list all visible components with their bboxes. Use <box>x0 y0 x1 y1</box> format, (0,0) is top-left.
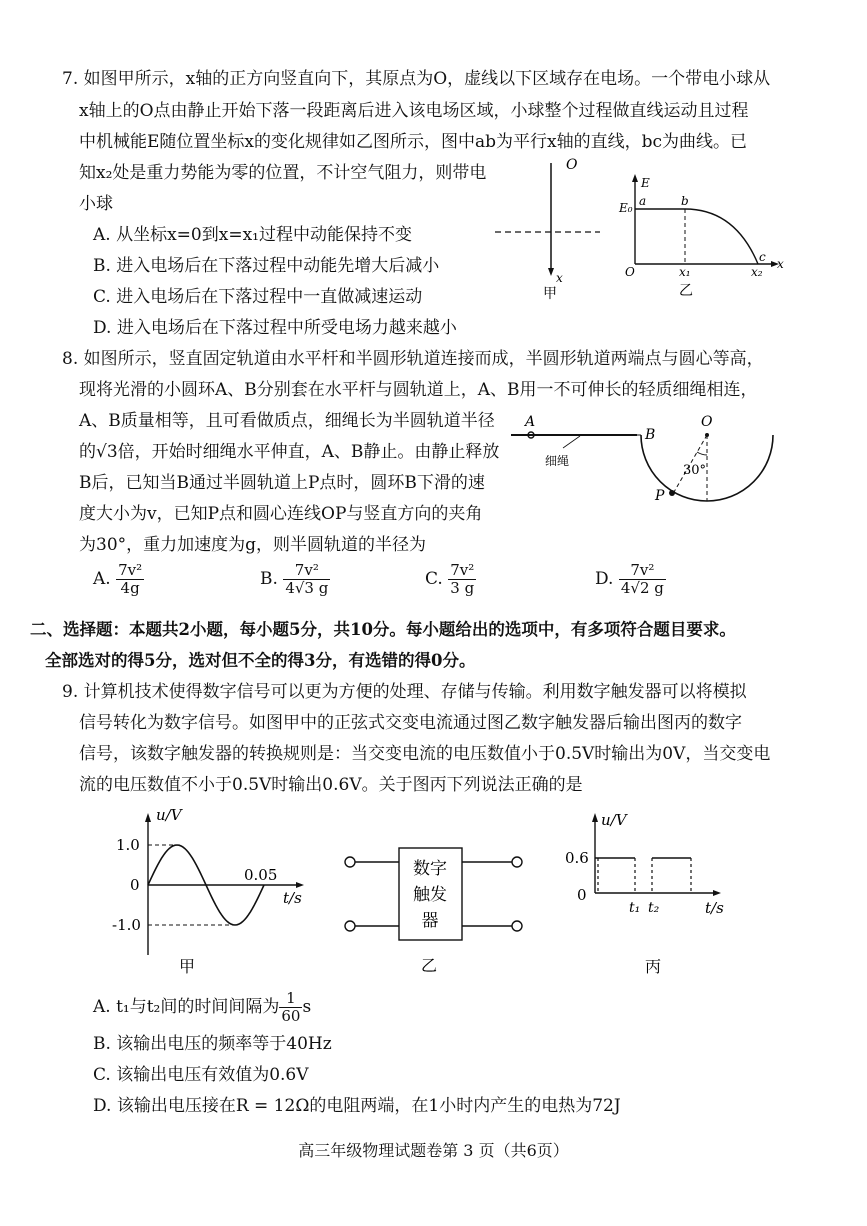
q8-line-6: 度大小为v，已知P点和圆心连线OP与竖直方向的夹角 <box>79 504 483 524</box>
q8-option-c-num: 7v² <box>450 561 475 579</box>
q7-yi-caption: 乙 <box>679 283 693 299</box>
q9-figure-jia <box>108 800 308 980</box>
q7-line-4: 知x₂处是重力势能为零的位置，不计空气阻力，则带电 <box>79 163 487 183</box>
q9-box-text-3: 器 <box>421 911 439 931</box>
q7-yi-a-label: a <box>639 194 647 208</box>
q7-yi-x1-label: x₁ <box>679 265 691 279</box>
q9-option-b: B. 该输出电压的频率等于40Hz <box>93 1034 332 1054</box>
page-footer: 高三年级物理试题卷第 3 页（共6页） <box>298 1141 569 1160</box>
q8-option-a-letter: A. <box>93 569 111 589</box>
q7-option-a: A. 从坐标x=0到x=x₁过程中动能保持不变 <box>93 225 412 245</box>
q7-yi-c-label: c <box>759 250 766 264</box>
q8-rope-label: 细绳 <box>545 454 570 468</box>
q8-option-c-den: 3 g <box>450 579 475 597</box>
q8-option-b-den: 4√3 g <box>285 579 329 597</box>
q9-jia-x-label: t/s <box>283 889 302 907</box>
q8-a-label: A <box>525 414 536 430</box>
q8-option-b-num: 7v² <box>283 562 330 580</box>
q9-option-a <box>93 990 311 1025</box>
q9-jia-caption: 甲 <box>179 957 196 976</box>
q7-figure-yi <box>615 172 785 302</box>
q9-jia-ymin: -1.0 <box>112 916 141 934</box>
q8-option-b <box>260 562 330 597</box>
q9-line-2: 信号转化为数字信号。如图甲中的正弦式交变电流通过图乙数字触发器后输出图丙的数字 <box>79 713 742 733</box>
q8-option-c <box>425 562 476 597</box>
q8-line-7: 为30°，重力加速度为g，则半圆轨道的半径为 <box>79 535 427 555</box>
q7-line-5: 小球 <box>79 194 113 214</box>
q8-line-4: 的√3倍，开始时细绳水平伸直，A、B静止。由静止释放 <box>79 442 500 462</box>
q9-option-a-unit: s <box>302 997 312 1017</box>
q9-option-a-fraction <box>279 990 302 1025</box>
q9-bing-t1: t₁ <box>629 900 641 916</box>
q7-option-d: D. 进入电场后在下落过程中所受电场力越来越小 <box>93 318 457 338</box>
q7-yi-e-label: E <box>641 176 650 190</box>
q7-figure-jia <box>490 155 600 305</box>
q9-figure-yi <box>335 838 535 978</box>
q8-b-label: B <box>645 427 656 443</box>
q8-option-d-fraction <box>619 562 666 597</box>
q7-jia-caption: 甲 <box>543 286 557 302</box>
q7-yi-b-label: b <box>681 194 689 208</box>
q8-option-c-letter: C. <box>425 569 443 589</box>
q9-option-a-den: 60 <box>281 1007 301 1025</box>
q7-jia-o-label: O <box>566 157 578 173</box>
q7-line-2: x轴上的O点由静止开始下落一段距离后进入该电场区域，小球整个过程做直线运动且过程 <box>79 101 749 121</box>
q9-line-4: 流的电压数值不小于0.5V时输出0.6V。关于图丙下列说法正确的是 <box>79 775 583 795</box>
q9-bing-x-label: t/s <box>705 899 724 917</box>
q8-o-label: O <box>701 414 713 430</box>
q7-jia-x-label: x <box>556 271 563 285</box>
q8-option-d-letter: D. <box>595 569 614 589</box>
q8-option-a <box>93 562 144 597</box>
q8-option-a-num: 7v² <box>118 561 143 579</box>
section2-line-1: 二、选择题：本题共2小题，每小题5分，共10分。每小题给出的选项中，有多项符合题目要求。 <box>30 620 736 639</box>
q9-bing-level: 0.6 <box>565 849 589 867</box>
q9-line-1: 9. 计算机技术使得数字信号可以更为方便的处理、存储与传输。利用数字触发器可以将模拟 <box>62 682 747 702</box>
q8-line-5: B后，已知当B通过半圆轨道上P点时，圆环B下滑的速 <box>79 473 485 493</box>
q9-bing-t2: t₂ <box>648 900 660 916</box>
q7-yi-e0-label: E₀ <box>619 201 633 215</box>
q8-option-c-fraction <box>448 562 476 597</box>
q7-yi-o-label: O <box>625 265 635 279</box>
q8-option-a-fraction <box>116 562 144 597</box>
q9-figure-bing <box>555 800 735 980</box>
q9-jia-yzero: 0 <box>130 876 140 894</box>
q9-jia-y-label: u/V <box>156 806 182 824</box>
q8-option-d-den: 4√2 g <box>620 579 664 597</box>
q8-option-a-den: 4g <box>120 579 140 597</box>
q8-angle-label: 30° <box>683 463 707 478</box>
q9-option-d: D. 该输出电压接在R = 12Ω的电阻两端，在1小时内产生的电热为72J <box>93 1096 621 1116</box>
q8-p-label: P <box>655 488 665 504</box>
q8-option-d <box>595 562 666 597</box>
q7-option-c: C. 进入电场后在下落过程中一直做减速运动 <box>93 287 423 307</box>
q7-line-1: 7. 如图甲所示，x轴的正方向竖直向下，其原点为O，虚线以下区域存在电场。一个带电小球从 <box>62 69 771 89</box>
q9-box-text-1: 数字 <box>413 859 447 879</box>
q9-line-3: 信号，该数字触发器的转换规则是：当交变电流的电压数值小于0.5V时输出为0V，当交变电 <box>79 744 771 764</box>
q9-jia-tmark: 0.05 <box>244 866 278 884</box>
q9-bing-caption: 丙 <box>645 957 662 976</box>
q7-line-3: 中机械能E随位置坐标x的变化规律如乙图所示，图中ab为平行x轴的直线，bc为曲线。已 <box>79 132 748 152</box>
q8-figure <box>505 408 780 513</box>
q7-yi-x2-label: x₂ <box>751 265 763 279</box>
q9-yi-caption: 乙 <box>421 956 438 975</box>
q8-line-1: 8. 如图所示，竖直固定轨道由水平杆和半圆形轨道连接而成，半圆形轨道两端点与圆心等高， <box>62 349 764 369</box>
q7-yi-x-label: x <box>777 257 784 271</box>
q8-line-2: 现将光滑的小圆环A、B分别套在水平杆与圆轨道上，A、B用一不可伸长的轻质细绳相连， <box>79 380 758 400</box>
section2-line-2: 全部选对的得5分，选对但不全的得3分，有选错的得0分。 <box>45 651 476 670</box>
q8-option-b-fraction <box>283 562 330 597</box>
q7-option-b: B. 进入电场后在下落过程中动能先增大后减小 <box>93 256 440 276</box>
q9-option-a-text: A. t₁与t₂间的时间间隔为 <box>93 997 280 1017</box>
q9-option-a-num: 1 <box>279 990 302 1008</box>
q8-option-b-letter: B. <box>260 569 278 589</box>
q8-line-3: A、B质量相等，且可看做质点，细绳长为半圆轨道半径 <box>79 411 495 431</box>
q9-bing-y-label: u/V <box>601 811 627 829</box>
q9-option-c: C. 该输出电压有效值为0.6V <box>93 1065 309 1085</box>
q9-jia-ymax: 1.0 <box>116 836 140 854</box>
q9-bing-zero: 0 <box>577 886 587 904</box>
q9-box-text-2: 触发 <box>413 885 447 905</box>
q8-option-d-num: 7v² <box>619 562 666 580</box>
